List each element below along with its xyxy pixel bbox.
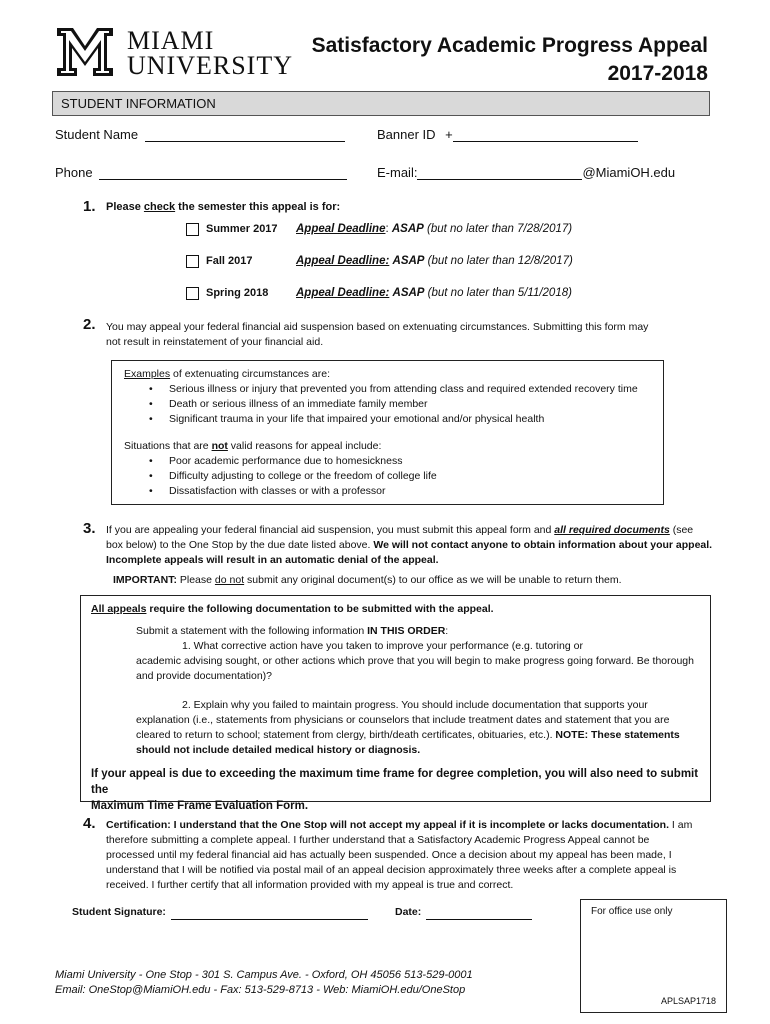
banner-id-field[interactable] — [377, 127, 638, 142]
q1-text-b: the semester this appeal is for: — [175, 201, 341, 213]
semester-label: Summer 2017 — [206, 223, 278, 235]
invalid-a: Situations that are — [124, 440, 212, 452]
question-2-number: 2. — [83, 316, 96, 333]
doc-intro-a: Submit a statement with the following information — [136, 625, 368, 637]
form-title — [312, 32, 708, 88]
deadline-sep: : — [385, 223, 392, 235]
semester-deadline — [296, 287, 572, 299]
doc-item1-line1: 1. What corrective action have you taken to improve your performance (e.g. tutoring or — [182, 640, 583, 652]
date-field[interactable] — [395, 905, 532, 920]
semester-checkbox[interactable] — [186, 255, 199, 268]
office-use-label: For office use only — [591, 906, 673, 917]
doc-item2-line2: explanation (i.e., statements from physicians or counselors that include treatment dates and statement that you are — [136, 714, 670, 726]
q4-line4: understand that I will be notified via postal mail of an appeal decision approximately three weeks after a complete appeal is — [106, 864, 677, 876]
logo-text-miami: MIAMI — [127, 26, 215, 55]
q4-line1b: I am — [669, 819, 693, 831]
q3-line1 — [106, 523, 716, 538]
list-item: • Death or serious illness of an immediate family member — [124, 397, 663, 412]
q1-text-a: Please — [106, 201, 144, 213]
q4-line1 — [106, 818, 716, 833]
deadline-note: (but no later than 7/28/2017) — [423, 223, 573, 235]
miami-university-logo — [55, 26, 315, 82]
list-item: • Significant trauma in your life that impaired your emotional and/or physical health — [124, 412, 663, 427]
deadline-label: Appeal Deadline — [296, 223, 386, 235]
examples-heading — [124, 367, 663, 382]
semester-checkbox[interactable] — [186, 223, 199, 236]
deadline-note: (but no later than 5/11/2018) — [424, 287, 572, 299]
student-name-line[interactable] — [145, 127, 345, 142]
semester-deadline — [296, 255, 573, 267]
doc-heading-u: All appeals — [91, 603, 147, 615]
q3-line2a: box below) to the One Stop by the due date listed above. — [106, 539, 374, 551]
section-title: STUDENT INFORMATION — [61, 96, 216, 111]
student-name-label: Student Name — [55, 127, 139, 142]
date-line[interactable] — [426, 908, 532, 920]
semester-checkbox[interactable] — [186, 287, 199, 300]
doc-item2-line3 — [136, 728, 706, 743]
question-3-text — [106, 523, 716, 568]
phone-field[interactable] — [55, 165, 347, 180]
q3-line3: Incomplete appeals will result in an automatic denial of the appeal. — [106, 554, 439, 566]
important-a: Please — [176, 574, 215, 586]
doc-intro-b: IN THIS ORDER — [367, 625, 446, 637]
q3-line1a: If you are appealing your federal financial aid suspension, you must submit this appeal form and — [106, 524, 555, 536]
banner-id-line[interactable] — [453, 127, 638, 142]
list-item: • Dissatisfaction with classes or with a professor — [124, 484, 663, 499]
q3-line1c: (see — [669, 524, 694, 536]
list-item: • Poor academic performance due to homesickness — [124, 454, 663, 469]
doc-instructions — [136, 624, 706, 758]
q4-line2: therefore submitting a complete appeal. I further understand that a Satisfactory Academic Progress Appeal cannot be — [106, 834, 650, 846]
documentation-requirements-box — [80, 595, 711, 812]
footer-line2: Email: OneStop@MiamiOH.edu - Fax: 513-529-8713 - Web: MiamiOH.edu/OneStop — [55, 984, 466, 996]
student-signature-field[interactable] — [72, 905, 368, 920]
certification-text — [106, 818, 716, 893]
banner-id-prefix: + — [445, 127, 453, 142]
list-item: • Difficulty adjusting to college or the freedom of college life — [124, 469, 663, 484]
question-1-number: 1. — [83, 198, 96, 215]
invalid-not: not — [211, 440, 228, 452]
important-donot: do not — [214, 574, 245, 586]
deadline-label: Appeal Deadline: — [296, 287, 390, 299]
banner-id-label: Banner ID — [377, 127, 436, 142]
doc-item2-line3a: cleared to return to school; statement from clergy, birth/death certificates, obituaries, etc.). — [136, 729, 556, 741]
question-2-text — [106, 320, 706, 350]
doc-item1-line3: and provide documentation)? — [136, 670, 273, 682]
semester-label: Spring 2018 — [206, 287, 269, 299]
q3-line2 — [106, 538, 716, 553]
doc-intro-c: : — [445, 625, 449, 637]
deadline-asap: ASAP — [392, 255, 425, 267]
student-information-header — [52, 91, 710, 116]
max-time-frame-note — [91, 766, 706, 814]
q3-line1b: all required documents — [554, 524, 670, 536]
question-3-number: 3. — [83, 520, 96, 537]
doc-heading-rest: require the following documentation to be submitted with the appeal. — [146, 603, 494, 615]
list-item: • Serious illness or injury that prevented you from attending class and required extended recovery time — [124, 382, 663, 397]
deadline-note: (but no later than 12/8/2017) — [424, 255, 573, 267]
office-use-box — [580, 899, 727, 1013]
email-suffix: @MiamiOH.edu — [582, 165, 676, 180]
signature-label: Student Signature: — [72, 906, 166, 918]
miami-m-logo-icon — [55, 26, 115, 78]
student-name-field[interactable] — [55, 127, 345, 142]
max-line2: Maximum Time Frame Evaluation Form. — [91, 800, 309, 812]
invalid-heading — [124, 439, 663, 454]
logo-text-university: UNIVERSITY — [127, 51, 293, 80]
question-4-number: 4. — [83, 815, 96, 832]
doc-item2-line4: should not include detailed medical history or diagnosis. — [136, 744, 421, 756]
deadline-asap: ASAP — [391, 223, 424, 235]
doc-item1-line2: academic advising sought, or other actions which prove that you will begin to make progress going forward. Be thorough — [136, 655, 694, 667]
invalid-list — [124, 454, 663, 499]
examples-rest: of extenuating circumstances are: — [170, 368, 331, 380]
semester-deadline — [296, 223, 572, 235]
phone-label: Phone — [55, 165, 93, 180]
important-note — [113, 573, 713, 588]
form-title-line1: Satisfactory Academic Progress Appeal — [311, 34, 708, 57]
deadline-label: Appeal Deadline: — [296, 255, 390, 267]
email-field[interactable] — [377, 165, 675, 180]
examples-word: Examples — [124, 368, 171, 380]
question-1-text — [106, 201, 340, 213]
deadline-asap: ASAP — [392, 287, 425, 299]
extenuating-circumstances-box — [111, 360, 664, 505]
signature-line[interactable] — [171, 908, 368, 920]
q4-line3: processed until my federal financial aid has actually been suspended. Once a decision about my appeal has been made, I — [106, 849, 672, 861]
q2-line1: You may appeal your federal financial aid suspension based on extenuating circumstances. Submitting this form may — [106, 321, 649, 333]
q4-line1a: Certification: I understand that the One Stop will not accept my appeal if it is incomplete or lacks documentation. — [106, 819, 670, 831]
form-title-year: 2017-2018 — [607, 62, 708, 85]
q1-text-check: check — [143, 201, 176, 213]
doc-item2-line3b: NOTE: These statements — [555, 729, 680, 741]
phone-line[interactable] — [99, 165, 347, 180]
form-code: APLSAP1718 — [660, 996, 716, 1006]
important-label: IMPORTANT: — [113, 574, 177, 586]
q3-line2b: We will not contact anyone to obtain information about your appeal. — [373, 539, 713, 551]
footer-line1: Miami University - One Stop - 301 S. Campus Ave. - Oxford, OH 45056 513-529-0001 — [55, 969, 473, 981]
email-label: E-mail: — [377, 165, 418, 180]
examples-list — [124, 382, 663, 427]
footer-contact — [55, 968, 473, 998]
semester-label: Fall 2017 — [206, 255, 253, 267]
q2-line2: not result in reinstatement of your financial aid. — [106, 336, 324, 348]
doc-heading — [91, 602, 494, 617]
date-label: Date: — [395, 906, 422, 918]
q4-line5: received. I further certify that all information provided with my appeal is true and correct. — [106, 879, 514, 891]
doc-item2-line1: 2. Explain why you failed to maintain progress. You should include documentation that supports your — [182, 699, 648, 711]
doc-intro — [136, 624, 706, 639]
important-b: submit any original document(s) to our office as we will be unable to return them. — [244, 574, 622, 586]
invalid-b: valid reasons for appeal include: — [227, 440, 382, 452]
email-line[interactable] — [417, 165, 582, 180]
max-line1: If your appeal is due to exceeding the maximum time frame for degree completion, you will also need to submit the — [91, 768, 699, 796]
